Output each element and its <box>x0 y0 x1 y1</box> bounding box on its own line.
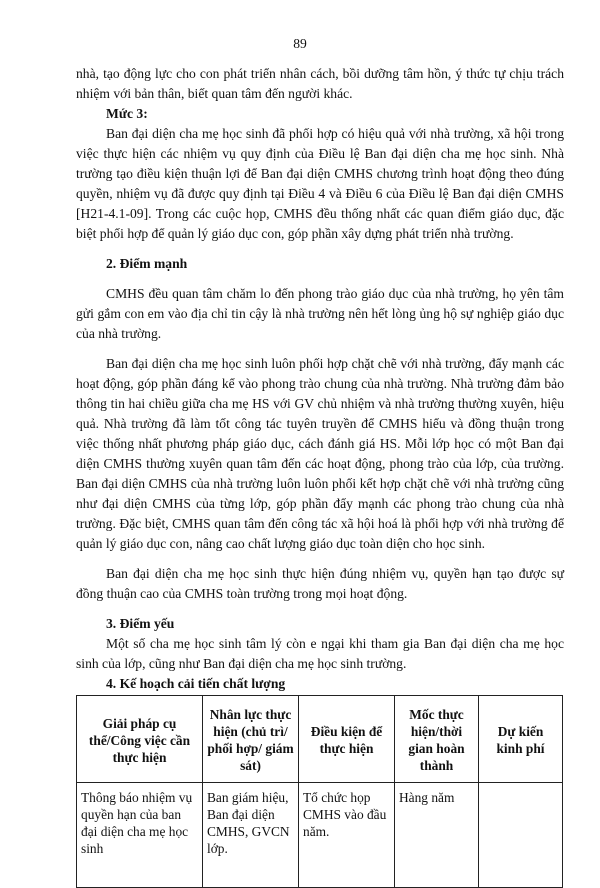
page-content <box>76 64 564 888</box>
table-cell: Tổ chức họp CMHS vào đầu năm. <box>299 783 395 888</box>
table-cell: Thông báo nhiệm vụ quyền hạn của ban đại diện cha mẹ học sinh <box>77 783 203 888</box>
level3-paragraph: Ban đại diện cha mẹ học sinh đã phối hợp có hiệu quả với nhà trường, xã hội trong việc thực hiện các nhiệm vụ quy định của Điều lệ Ban đại diện cha mẹ học sinh. Nhà trường tạo điều kiện thuận lợi để Ban đại diện CMHS chương trình hoạt động theo đúng quyền, nhiệm vụ đã được quy định tại Điều 4 và Điều 6 của Điều lệ Ban đại diện CMHS [H21-4.1-09]. Trong các cuộc họp, CMHS đều thống nhất các quan điểm giáo dục, đặc biệt phối hợp để quản lý giáo dục con, góp phần xây dựng phát triển nhà trường. <box>76 126 564 241</box>
table-cell: Hàng năm <box>395 783 479 888</box>
table-cell: Ban giám hiệu, Ban đại diện CMHS, GVCN lớp. <box>203 783 299 888</box>
table-row <box>77 783 563 888</box>
page-number: 89 <box>293 36 307 51</box>
column-header: Mốc thực hiện/thời gian hoàn thành <box>395 696 479 783</box>
weaknesses-paragraph: Một số cha mẹ học sinh tâm lý còn e ngại khi tham gia Ban đại diện cha mẹ học sinh của lớp, cũng như Ban đại diện cha mẹ học sinh trường. <box>76 636 564 671</box>
intro-paragraph: nhà, tạo động lực cho con phát triển nhân cách, bồi dưỡng tâm hồn, ý thức tự chịu trách nhiệm với bản thân, biết quan tâm đến người khác. <box>76 66 564 101</box>
plan-heading: 4. Kế hoạch cải tiến chất lượng <box>106 676 286 691</box>
level3-heading: Mức 3: <box>106 106 148 121</box>
column-header: Giải pháp cụ thể/Công việc cần thực hiện <box>77 696 203 783</box>
column-header: Điều kiện để thực hiện <box>299 696 395 783</box>
table-header-row <box>77 696 563 783</box>
table-cell <box>479 783 563 888</box>
strengths-paragraph: Ban đại diện cha mẹ học sinh luôn phối hợp chặt chẽ với nhà trường, đẩy mạnh các hoạt động, góp phần đáng kể vào phong trào chung của nhà trường. Nhà trường đảm bảo thông tin hai chiều giữa cha mẹ HS với GV chủ nhiệm và nhà trường thường xuyên, hiệu quả. Nhà trường đã làm tốt công tác tuyên truyền để CMHS hiểu và đồng thuận trong việc thống nhất phương pháp giáo dục, cách đánh giá HS. Mỗi lớp học có một Ban đại diện CMHS thường xuyên quan tâm đến các hoạt động, phong trào của lớp, của trường. Ban đại diện CMHS của nhà trường luôn luôn phối kết hợp chặt chẽ với nhà trường cũng như đại diện CMHS của từng lớp, góp phần đẩy mạnh các phong trào chung của nhà trường. Đặc biệt, CMHS quan tâm đến công tác xã hội hoá là phối hợp với nhà trường để quản lý giáo dục con, nâng cao chất lượng giáo dục toàn diện cho học sinh. <box>76 356 564 551</box>
strengths-heading: 2. Điểm mạnh <box>106 256 188 271</box>
weaknesses-heading: 3. Điểm yếu <box>106 616 175 631</box>
improvement-plan-table <box>76 695 563 888</box>
strengths-paragraph: Ban đại diện cha mẹ học sinh thực hiện đúng nhiệm vụ, quyền hạn tạo được sự đồng thuận cao của CMHS toàn trường trong mọi hoạt động. <box>76 566 564 601</box>
column-header: Dự kiến kinh phí <box>479 696 563 783</box>
column-header: Nhân lực thực hiện (chủ trì/ phối hợp/ giám sát) <box>203 696 299 783</box>
strengths-paragraph: CMHS đều quan tâm chăm lo đến phong trào giáo dục của nhà trường, họ yên tâm gửi gắm con em vào địa chỉ tin cậy là nhà trường nên hết lòng ủng hộ sự nghiệp giáo dục của nhà trường. <box>76 286 564 341</box>
